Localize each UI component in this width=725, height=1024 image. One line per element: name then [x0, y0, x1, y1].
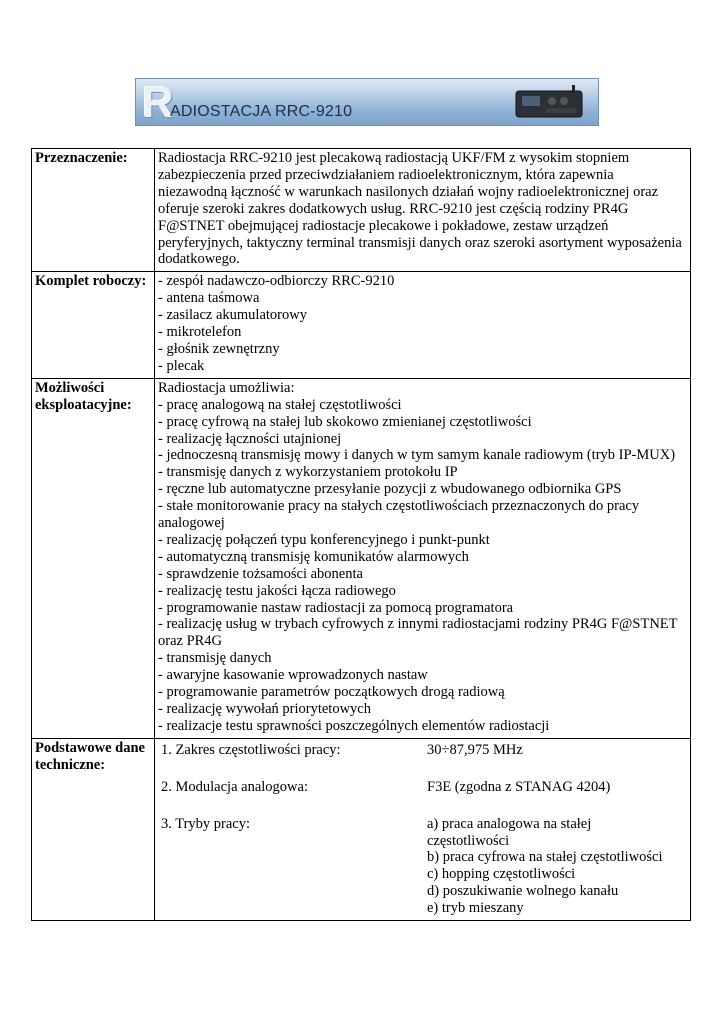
list-item: - realizację połączeń typu konferencyjnego i punkt-punkt — [158, 531, 490, 548]
description-line: dodatkowego. — [158, 251, 240, 268]
param-name: 3. Tryby pracy: — [161, 815, 251, 832]
list-item: - programowanie nastaw radiostacji za pomocą programatora — [158, 599, 514, 616]
tech-param-modes — [158, 816, 687, 917]
list-item: - transmisję danych — [158, 650, 272, 667]
description-line: niezawodną łączność w warunkach nasilonych działań wojny radioelektronicznej oraz — [158, 183, 659, 200]
param-name: 2. Modulacja analogowa: — [161, 778, 308, 795]
list-item: - awaryjne kasowanie wprowadzonych nastaw — [158, 667, 428, 684]
purpose-row — [32, 149, 691, 272]
banner-logo-letter: R — [142, 78, 174, 126]
param-value: b) praca cyfrowa na stałej częstotliwości — [427, 849, 663, 866]
list-item: - sprawdzenie tożsamości abonenta — [158, 565, 363, 582]
capabilities-row — [32, 378, 691, 738]
param-value: a) praca analogowa na stałej — [427, 815, 592, 832]
label-line: Podstawowe dane — [35, 739, 145, 756]
list-item: - głośnik zewnętrzny — [158, 340, 280, 357]
description-line: peryferyjnych, taktyczny terminal transmisji danych oraz szeroki asortyment wyposażenia — [158, 234, 682, 251]
list-item: - pracę analogową na stałej częstotliwości — [158, 396, 402, 413]
tech-label — [32, 738, 155, 920]
list-item: - ręczne lub automatyczne przesyłanie pozycji z wbudowanego odbiornika GPS — [158, 481, 622, 498]
purpose-label: Przeznaczenie: — [32, 149, 155, 272]
label-line: techniczne: — [35, 756, 106, 773]
banner-title: ADIOSTACJA RRC-9210 — [170, 103, 353, 120]
param-value: 30÷87,975 MHz — [427, 741, 523, 758]
list-item: - realizację testu jakości łącza radiowego — [158, 582, 396, 599]
tech-param-modulation — [158, 779, 687, 796]
capabilities-list — [155, 378, 691, 738]
description-line: zabezpieczenia przed przeciwdziałaniem radioelektronicznym, która zapewnia — [158, 166, 614, 183]
capabilities-label — [32, 378, 155, 738]
param-name: 1. Zakres częstotliwości pracy: — [161, 741, 341, 758]
list-item: - zespół nadawczo-odbiorczy RRC-9210 — [158, 273, 395, 290]
list-item: - realizację usług w trybach cyfrowych z innymi radiostacjami rodziny PR4G F@STNET — [158, 616, 678, 633]
param-value-list — [427, 816, 687, 917]
purpose-description — [155, 149, 691, 272]
list-item: - jednoczesną transmisję mowy i danych w tym samym kanale radiowym (tryb IP-MUX) — [158, 447, 676, 464]
list-item: - pracę cyfrową na stałej lub skokowo zmienianej częstotliwości — [158, 413, 532, 430]
specification-table — [31, 148, 691, 921]
list-item: - stałe monitorowanie pracy na stałych częstotliwościach przeznaczonych do pracy — [158, 498, 640, 515]
tech-param-frequency — [158, 742, 687, 759]
kit-row — [32, 272, 691, 378]
tech-params — [155, 738, 691, 920]
param-value: d) poszukiwanie wolnego kanału — [427, 883, 619, 900]
list-item: - realizacje testu sprawności poszczególnych elementów radiostacji — [158, 717, 550, 734]
label-line: Możliwości — [35, 379, 105, 396]
list-item: - realizację łączności utajnionej — [158, 430, 342, 447]
param-value: c) hopping częstotliwości — [427, 866, 576, 883]
description-line: F@STNET obejmującej radiostacje plecakowe i pokładowe, zestaw urządzeń — [158, 217, 609, 234]
description-line: oferuje szeroki zakres dodatkowych usług. RRC-9210 jest częścią rodziny PR4G — [158, 200, 629, 217]
list-item: - programowanie parametrów początkowych drogą radiową — [158, 684, 505, 701]
param-value: F3E (zgodna z STANAG 4204) — [427, 778, 611, 795]
tech-row — [32, 738, 691, 920]
list-item: analogowej — [158, 515, 225, 532]
param-value: e) tryb mieszany — [427, 900, 524, 917]
description-line: Radiostacja RRC-9210 jest plecakową radiostacją UKF/FM z wysokim stopniem — [158, 150, 630, 166]
list-item: - realizację wywołań priorytetowych — [158, 701, 371, 717]
list-item: Radiostacja umożliwia: — [158, 379, 295, 396]
param-value: częstotliwości — [427, 832, 510, 849]
list-item: oraz PR4G — [158, 633, 223, 650]
list-item: - plecak — [158, 357, 205, 374]
list-item: - antena taśmowa — [158, 290, 260, 307]
kit-label: Komplet roboczy: — [32, 272, 155, 378]
kit-list — [155, 272, 691, 378]
list-item: - automatyczną transmisję komunikatów alarmowych — [158, 548, 469, 565]
list-item: - mikrotelefon — [158, 324, 242, 341]
label-line: eksploatacyjne: — [35, 396, 132, 413]
radio-device-image — [510, 83, 590, 123]
header-banner — [135, 78, 599, 126]
list-item: - zasilacz akumulatorowy — [158, 307, 307, 324]
list-item: - transmisję danych z wykorzystaniem protokołu IP — [158, 464, 458, 481]
